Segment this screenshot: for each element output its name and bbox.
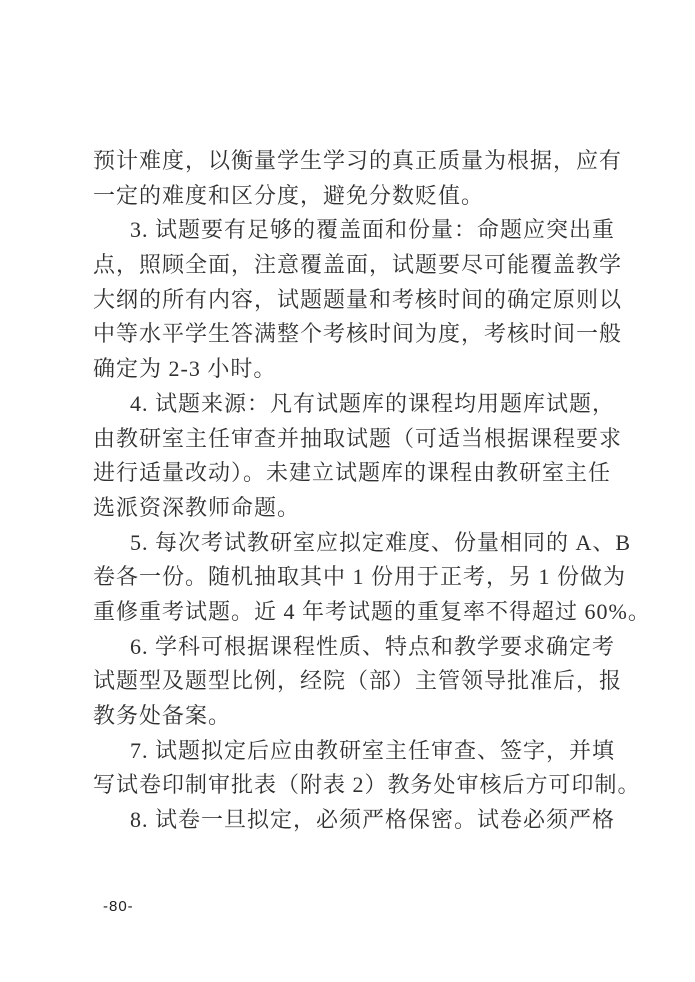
text-line: 3. 试题要有足够的覆盖面和份量：命题应突出重 [130,217,616,243]
text-line: 预计难度，以衡量学生学习的真正质量为根据，应有 [93,148,623,173]
text-line: 选派资深教师命题。 [93,494,301,520]
text-line: 中等水平学生答满整个考核时间为度，考核时间一般 [93,321,623,347]
text-line: 重修重考试题。近 4 年考试题的重复率不得超过 60%。 [93,598,651,624]
text-line: 教务处备案。 [93,703,232,728]
text-line: 进行适量改动）。未建立试题库的课程由教研室主任 [93,460,612,486]
text-line: 试题型及题型比例，经院（部）主管领导批准后，报 [93,668,623,694]
text-line: 写试卷印制审批表（附表 2）教务处审核后方可印制。 [93,772,641,798]
text-line: 由教研室主任审查并抽取试题（可适当根据课程要求 [93,425,623,451]
body-text [93,144,651,838]
text-line: 7. 试题拟定后应由教研室主任审查、签字，并填 [130,737,616,763]
text-line: 6. 学科可根据课程性质、特点和教学要求确定考 [130,633,616,659]
text-line: 一定的难度和区分度，避免分数贬值。 [93,182,485,208]
text-line: 确定为 2-3 小时。 [93,356,277,382]
text-line: 8. 试卷一旦拟定，必须严格保密。试卷必须严格 [130,807,616,833]
text-line: 4. 试题来源：凡有试题库的课程均用题库试题， [130,390,616,416]
text-line: 点，照顾全面，注意覆盖面，试题要尽可能覆盖教学 [93,252,623,278]
text-line: 大纲的所有内容，试题题量和考核时间的确定原则以 [93,286,623,312]
text-line: 卷各一份。随机抽取其中 1 份用于正考，另 1 份做为 [93,564,627,590]
text-line: 5. 每次考试教研室应拟定难度、份量相同的 A、B [130,529,632,555]
page-number: -80- [103,898,134,915]
